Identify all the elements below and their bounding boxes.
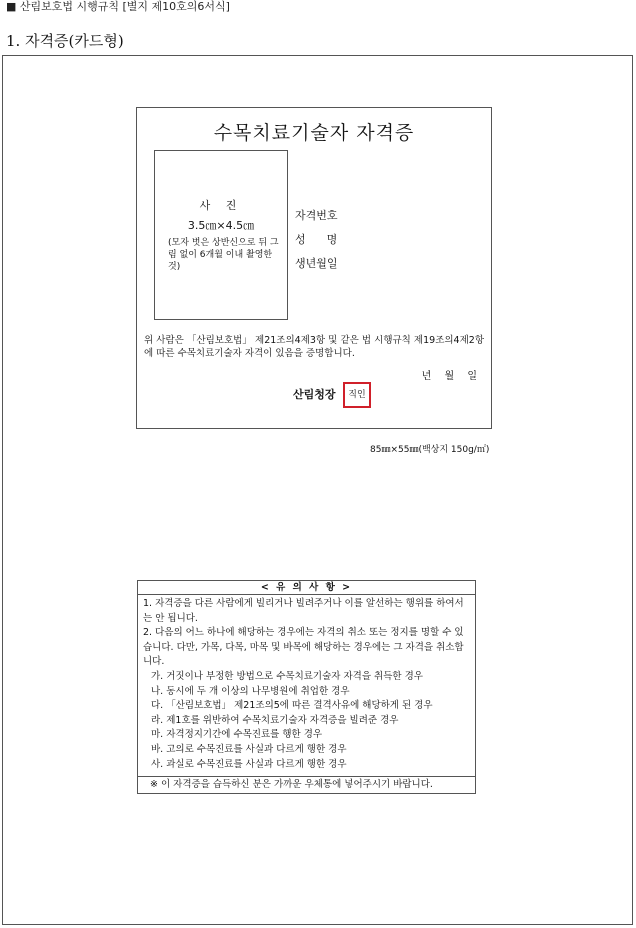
- card-fields: [295, 204, 338, 276]
- certification-statement: 위 사람은 「산림보호법」 제21조의4제3항 및 같은 법 시행규칙 제19조의4제2항에 따른 수목치료기술자 자격이 있음을 증명합니다.: [144, 335, 484, 359]
- photo-note: (모자 벗은 상반신으로 뒤 그림 없이 6개월 이내 촬영한 것): [168, 238, 279, 272]
- photo-label: 사 진: [199, 199, 243, 212]
- notice-line: 바. 고의로 수목진료를 사실과 다르게 행한 경우: [151, 743, 347, 755]
- field-license-number: 자격번호: [295, 209, 338, 222]
- notice-line: 사. 과실로 수목진료를 사실과 다르게 행한 경우: [151, 758, 347, 770]
- card-spec: 85㎜×55㎜(백상지 150g/㎡): [370, 445, 490, 455]
- official-seal: 직인: [343, 382, 371, 408]
- notice-line: 2. 다음의 어느 하나에 해당하는 경우에는 자격의 취소 또는 정지를 명할 수 있습니다. 다만, 가목, 다목, 마목 및 바목에 해당하는 경우에는 그 자격을 취소합니다.: [143, 627, 464, 668]
- photo-size: 3.5㎝×4.5㎝: [187, 219, 255, 232]
- field-birthdate: 생년월일: [295, 257, 338, 270]
- issue-date: 년 월 일: [421, 371, 477, 382]
- certificate-card: [136, 107, 492, 429]
- issuer-name: 산림청장: [293, 388, 336, 401]
- notice-footer: ※ 이 자격증을 습득하신 분은 가까운 우체통에 넣어주시기 바랍니다.: [138, 776, 475, 793]
- notice-line: 1. 자격증을 다른 사람에게 빌리거나 빌려주거나 이를 알선하는 행위를 하여서는 안 됩니다.: [143, 598, 464, 624]
- form-header: ■ 산림보호법 시행규칙 [별지 제10호의6서식]: [6, 0, 230, 13]
- notice-line: 가. 거짓이나 부정한 방법으로 수목치료기술자 자격을 취득한 경우: [151, 670, 423, 682]
- notice-line: 라. 제1호를 위반하여 수목치료기술자 자격증을 빌려준 경우: [151, 714, 399, 726]
- card-title: 수목치료기술자 자격증: [213, 122, 415, 144]
- notice-box: [137, 580, 476, 794]
- notice-line: 나. 동시에 두 개 이상의 나무병원에 취업한 경우: [151, 685, 350, 697]
- notice-body: [138, 595, 475, 774]
- photo-box: [154, 150, 288, 320]
- notice-title: < 유 의 사 항 >: [138, 581, 475, 595]
- notice-line: 다. 「산림보호법」 제21조의5에 따른 결격사유에 해당하게 된 경우: [151, 700, 433, 712]
- section-title: 1. 자격증(카드형): [6, 32, 124, 50]
- field-name: 성 명: [295, 233, 338, 246]
- notice-line: 마. 자격정지기간에 수목진료를 행한 경우: [151, 729, 323, 741]
